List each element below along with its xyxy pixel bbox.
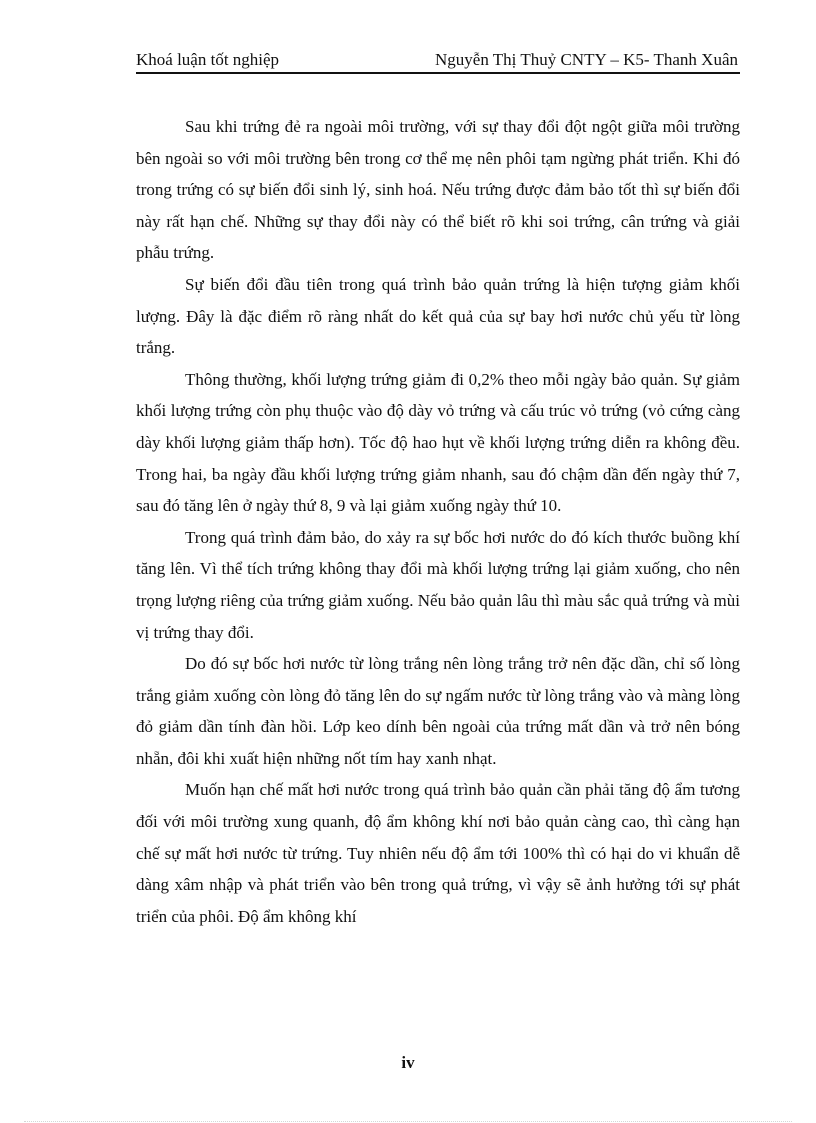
paragraph: Sau khi trứng đẻ ra ngoài môi trường, với sự thay đổi đột ngột giữa môi trường bên ngoài so với môi trường bên trong cơ thể mẹ nên phôi tạm ngừng phát triển. Khi đó trong trứng có sự biến đổi sinh lý, sinh hoá. Nếu trứng được đảm bảo tốt thì sự biến đổi này rất hạn chế. Những sự thay đổi này có thể biết rõ khi soi trứng, cân trứng và giải phẫu trứng. (136, 117, 740, 263)
paragraph: Thông thường, khối lượng trứng giảm đi 0,2% theo mỗi ngày bảo quản. Sự giảm khối lượng trứng còn phụ thuộc vào độ dày vỏ trứng và cấu trúc vỏ trứng (vỏ cứng càng dày khối lượng giảm thấp hơn). Tốc độ hao hụt về khối lượng trứng diễn ra không đều. Trong hai, ba ngày đầu khối lượng trứng giảm nhanh, sau đó chậm dần đến ngày thứ 7, sau đó tăng lên ở ngày thứ 8, 9 và lại giảm xuống ngày thứ 10. (136, 369, 740, 516)
running-header (136, 48, 740, 74)
page-bottom-divider (24, 1121, 792, 1122)
header-thesis-title: Khoá luận tốt nghiệp (136, 50, 280, 69)
paragraph: Trong quá trình đảm bảo, do xảy ra sự bốc hơi nước do đó kích thước buồng khí tăng lên. Vì thể tích trứng không thay đổi mà khối lượng trứng lại giảm xuống, cho nên trọng lượng riêng của trứng giảm xuống. Nếu bảo quản lâu thì màu sắc quả trứng và mùi vị trứng thay đổi. (136, 527, 740, 642)
header-author-info: Nguyễn Thị Thuỷ CNTY – K5- Thanh Xuân (435, 50, 738, 69)
paragraph: Sự biến đổi đầu tiên trong quá trình bảo quản trứng là hiện tượng giảm khối lượng. Đây là đặc điểm rõ ràng nhất do kết quả của sự bay hơi nước chủ yếu từ lòng trắng. (136, 274, 740, 358)
page-number: iv (401, 1053, 415, 1072)
paragraph: Muốn hạn chế mất hơi nước trong quá trình bảo quản cần phải tăng độ ẩm tương đối với môi trường xung quanh, độ ẩm không khí nơi bảo quản càng cao, thì càng hạn chế sự mất hơi nước từ trứng. Tuy nhiên nếu độ ẩm tới 100% thì có hại do vi khuẩn dễ dàng xâm nhập và phát triển vào bên trong quả trứng, vì vậy sẽ ảnh hưởng tới sự phát triển của phôi. Độ ẩm không khí (136, 780, 740, 926)
body-text (136, 111, 740, 932)
paragraph: Do đó sự bốc hơi nước từ lòng trắng nên lòng trắng trở nên đặc dần, chỉ số lòng trắng giảm xuống còn lòng đỏ tăng lên do sự ngấm nước từ lòng trắng vào và màng lòng đỏ giảm dần tính đàn hồi. Lớp keo dính bên ngoài của trứng mất dần và trở nên bóng nhẵn, đôi khi xuất hiện những nốt tím hay xanh nhạt. (136, 654, 740, 768)
